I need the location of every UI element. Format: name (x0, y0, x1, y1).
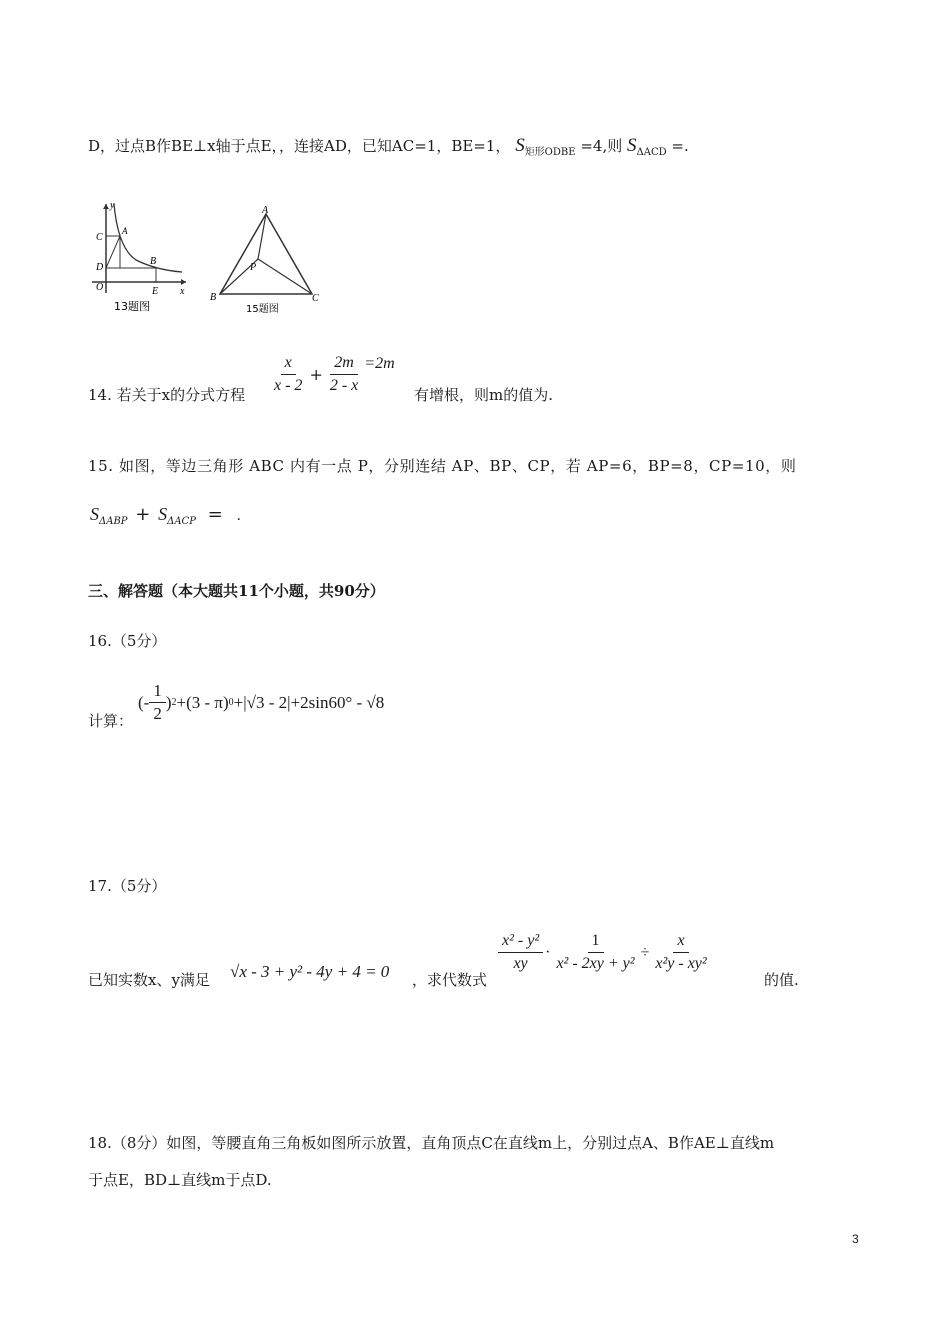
q17-dot: · (545, 943, 551, 961)
q14-pre: 若关于x的分式方程 (116, 386, 246, 404)
fig13-label-d: D (96, 262, 104, 273)
page-number: 3 (852, 1232, 859, 1246)
q16-half (149, 680, 166, 725)
q18-line2: 于点E，BD⊥直线m于点D. (88, 1171, 272, 1189)
q17-fraction-1 (498, 930, 543, 975)
fig15-label-b: B (210, 292, 217, 303)
figure-13 (86, 198, 196, 316)
fig13-label-x: x (180, 286, 185, 297)
q13-s-rect-sub: 矩形ODBE (524, 147, 576, 158)
q17-fraction-2 (552, 930, 638, 975)
q16-exp0: 0 (228, 697, 234, 708)
q14-text-left (88, 385, 245, 405)
q17-mid: ，求代数式 (412, 971, 488, 989)
q13-eq4: =4,则 (580, 137, 623, 155)
fig13-label-c: C (96, 232, 103, 243)
q17-f1-num: x² - y² (498, 930, 543, 953)
q18-line1: 18.（8分）如图，等腰直角三角板如图所示放置，直角顶点C在直线m上，分别过点A、B作AE⊥直线m (88, 1134, 775, 1152)
q16-open: (- (138, 692, 150, 712)
q16-mid: +(3 - π) (176, 692, 229, 712)
q16-exp2: 2 (171, 697, 177, 708)
section-3-heading: 三、解答题（本大题共11个小题，共90分） (88, 582, 385, 600)
q17-label: 17.（5分） (88, 877, 167, 895)
fig15-caption: 15题图 (246, 304, 279, 315)
q14-equation (270, 352, 395, 397)
q16-calc-label: 计算： (88, 712, 134, 730)
q15-s1-sub: ΔABP (99, 516, 128, 527)
q14-f2-den: 2 - x (329, 377, 359, 394)
q16-expression (138, 680, 384, 725)
q13-tail: =. (671, 137, 689, 155)
q16-half-num: 1 (149, 680, 166, 703)
q15-expression (90, 504, 241, 527)
q16-close: ) (165, 692, 172, 712)
q15-line1: 15. 如图，等边三角形 ABC 内有一点 P，分别连结 AP、BP、CP，若 AP=6，BP=8，CP=10，则 (88, 457, 797, 475)
q17-f3-num: x (673, 930, 688, 953)
q17-fraction-3 (651, 930, 710, 975)
q16-label: 16.（5分） (88, 632, 167, 650)
q16-half-den: 2 (153, 704, 162, 723)
q14-rhs: =2m (364, 354, 395, 372)
q14-fraction-2 (326, 352, 362, 397)
fig13-caption: 13题图 (114, 300, 150, 313)
q13-s-acd: S (627, 135, 637, 156)
q16-rest: +|√3 - 2|+2sin60° - √8 (233, 692, 385, 712)
q15-s2: S (158, 504, 168, 524)
q17-post: 的值. (764, 971, 799, 989)
q17-f2-num: 1 (588, 930, 604, 953)
fig13-label-o: O (96, 282, 104, 293)
q17-f2-den: x² - 2xy + y² (556, 955, 635, 972)
fig15-label-p: P (250, 262, 257, 273)
fig15-label-c: C (312, 293, 319, 304)
q15-dot: . (236, 508, 241, 524)
figure-13-graph (86, 198, 196, 316)
q14-f2-num: 2m (330, 352, 358, 375)
figure-15-graph (206, 204, 326, 318)
q14-f1-num: x (281, 352, 296, 375)
q14-post: 有增根，则m的值为. (414, 386, 553, 404)
fig13-label-b: B (150, 256, 157, 267)
fig13-label-e: E (152, 286, 159, 297)
q13-s-rect: S (515, 135, 525, 156)
q17-pre: 已知实数x、y满足 (88, 971, 210, 989)
q17-condition: √x - 3 + y² - 4y + 4 = 0 (230, 962, 390, 981)
q15-eq: = (207, 504, 223, 525)
q14-plus: + (309, 365, 323, 384)
fig15-label-a: A (262, 205, 269, 216)
q14-f1-den: x - 2 (274, 377, 303, 394)
q13-prefix: D，过点B作BE⊥x轴于点E，，连接AD，已知AC=1，BE=1， (88, 137, 511, 155)
q14-number: 14. (88, 386, 112, 404)
q17-f1-den: xy (513, 955, 528, 972)
q17-f3-den: x²y - xy² (655, 955, 707, 972)
q13-line (88, 136, 689, 163)
q14-fraction-1 (270, 352, 306, 397)
q17-expression (498, 930, 711, 975)
fig13-label-y: y (110, 200, 115, 211)
q15-plus: + (135, 504, 151, 525)
q15-s2-sub: ΔACP (167, 516, 196, 527)
figure-15 (206, 204, 326, 318)
fig13-label-a: A (122, 226, 128, 236)
q17-div: ÷ (640, 943, 650, 961)
q15-s1: S (90, 504, 99, 524)
q13-s-acd-sub: ΔACD (636, 147, 667, 158)
